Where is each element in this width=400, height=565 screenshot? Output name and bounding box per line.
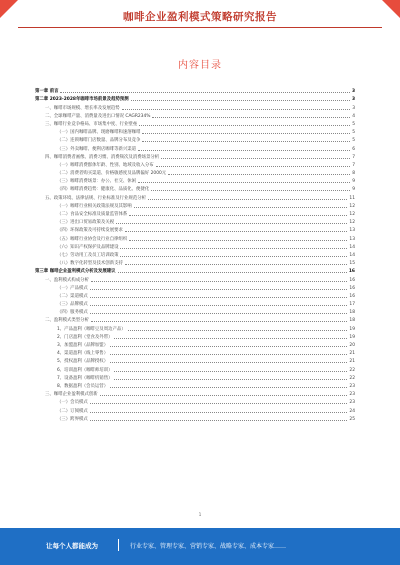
toc-entry-page: 9 [352,179,355,185]
toc-entry-title: （三）跨界模式 [57,416,88,422]
header-divider [18,27,382,28]
toc-entry[interactable] [35,389,355,397]
toc-leader-dots [114,379,347,380]
toc-entry[interactable] [35,381,355,389]
toc-leader-dots [142,133,350,134]
toc-entry[interactable] [35,405,355,413]
toc-leader-dots [122,109,351,110]
toc-entry-title: 四、咖啡消费者画像、消费习惯、消费频次及消费场景分析 [45,154,160,160]
toc-leader-dots [90,420,348,421]
toc-entry-title: 二、全球咖啡产量、消费量及进出口情况 CAGR234% [45,113,151,119]
toc-entry-page: 12 [349,212,355,217]
toc-entry[interactable] [35,168,355,176]
toc-entry[interactable] [35,160,355,168]
toc-entry-page: 3 [351,97,355,103]
toc-entry-page: 6 [352,146,355,152]
toc-entry-title: （七）劳动用工及员工培训政策 [57,252,119,258]
toc-entry-page: 18 [349,310,355,316]
toc-entry[interactable] [35,127,355,135]
toc-entry-page: 3 [352,105,355,111]
toc-leader-dots [125,264,348,265]
toc-entry-title: 第三章 咖啡企业盈利模式分析及发展建议 [35,269,116,275]
toc-entry[interactable] [35,225,355,233]
toc-entry-title: （四）服务模式 [57,310,88,316]
toc-entry-page: 7 [352,162,355,168]
toc-leader-dots [120,256,347,257]
footer-brand: 让每个人都能成为 [46,542,98,550]
toc-leader-dots [152,117,350,118]
toc-entry-page: 14 [349,244,355,250]
toc-entry[interactable] [35,217,355,225]
toc-leader-dots [90,289,348,290]
toc-entry-title: （二）渠道模式 [57,293,88,299]
toc-entry[interactable] [35,323,355,331]
toc-entry-title: 5、授权盈利（品牌授权） [57,359,109,365]
toc-leader-dots [110,387,347,388]
toc-entry-page: 25 [349,416,355,422]
toc-entry-title: （一）国内咖啡品牌、现磨咖啡和速溶咖啡 [57,130,141,136]
toc-entry-title: 4、渠道盈利（线上零售） [57,351,109,357]
toc-entry-title: （一）咖啡消费群体年龄、性别、地域及收入分布 [57,162,154,168]
toc-leader-dots [129,215,347,216]
toc-entry-page: 19 [349,326,355,332]
toc-leader-dots [151,190,350,191]
toc-leader-dots [90,297,348,298]
toc-leader-dots [148,199,347,200]
toc-entry[interactable] [35,291,355,299]
toc-entry-title: 二、盈利模式类型分析 [45,318,89,324]
toc-entry[interactable] [35,397,355,405]
toc-leader-dots [142,141,350,142]
toc-entry[interactable] [35,192,355,200]
toc-entry-page: 18 [349,318,355,324]
toc-entry-title: 2、门店盈利（堂食及外带） [57,334,113,340]
toc-entry-page: 12 [349,220,355,226]
toc-leader-dots [114,338,347,339]
toc-entry-page: 15 [349,261,355,267]
toc-entry-page: 13 [349,236,355,242]
toc-entry[interactable] [35,102,355,110]
toc-entry-page: 22 [349,375,355,381]
toc-entry-title: 五、政策环境、法律法规、行业标准及行业规范分析 [45,195,146,201]
toc-entry[interactable] [35,274,355,282]
toc-leader-dots [91,281,347,282]
toc-entry-title: （二）消费者购买渠道、价格敏感度及品牌偏好 2000元 [57,171,167,177]
toc-entry-title: 第二章 2023-2028年咖啡市场前景及趋势预测 [35,97,129,103]
toc-entry[interactable] [35,307,355,315]
toc-entry[interactable] [35,135,355,143]
toc-entry-title: （三）咖啡消费场景：办公、社交、休闲 [57,179,137,185]
toc-entry-page: 19 [349,334,355,340]
toc-entry-page: 21 [349,351,355,357]
toc-entry-title: 第一章 前言 [35,89,59,95]
toc-leader-dots [120,248,347,249]
toc-leader-dots [90,305,348,306]
toc-entry[interactable] [35,111,355,119]
toc-entry-title: （三）品牌模式 [57,302,88,308]
toc-entry[interactable] [35,315,355,323]
toc-leader-dots [110,362,347,363]
toc-leader-dots [114,371,347,372]
toc-entry[interactable] [35,233,355,241]
toc-entry-title: 三、咖啡企业盈利模式创新 [45,392,98,398]
toc-entry-title: 8、数据盈利（会员运营） [57,383,109,389]
toc-entry-title: （一）会员模式 [57,400,88,406]
toc-entry-title: （四）环保政策及可持续发展要求 [57,228,123,234]
toc-leader-dots [110,346,347,347]
toc-entry-page: 20 [349,343,355,348]
toc-leader-dots [156,166,351,167]
toc-entry-page: 21 [349,359,355,365]
toc-entry-title: 一、盈利模式构成分析 [45,277,89,283]
toc-entry-title: （四）咖啡消费趋势：健康化、品质化、便捷化 [57,187,150,193]
toc-entry-page: 23 [349,392,355,398]
toc-entry-title: （二）连锁咖啡门店数量、品牌分布及竞争 [57,138,141,144]
toc-entry-title: 1、产品盈利（咖啡豆及周边产品） [57,326,126,332]
toc-entry[interactable] [35,250,355,258]
toc-entry-page: 5 [352,130,355,136]
toc-entry[interactable] [35,348,355,356]
toc-entry-title: （六）知识产权保护及品牌建设 [57,244,119,250]
toc-leader-dots [100,395,348,396]
toc-entry[interactable] [35,209,355,217]
toc-entry[interactable] [35,184,355,192]
toc-entry-page: 11 [349,195,355,201]
toc-entry-page: 4 [352,113,355,119]
toc-leader-dots [138,150,350,151]
toc-entry-page: 22 [349,367,355,373]
toc-entry-page: 16 [349,293,355,299]
toc-entry-title: （八）数字化转型及技术创新支持 [57,261,123,267]
toc-entry-title: （二）食品安全标准及质量监管体系 [57,212,128,217]
toc-leader-dots [129,240,347,241]
report-title: 咖啡企业盈利模式策略研究报告 [123,11,277,23]
toc-leader-dots [90,412,348,413]
toc-entry-page: 13 [349,228,355,234]
toc-entry-page: 12 [349,203,355,209]
toc-entry-title: （五）咖啡行业协会及行业自律组织 [57,236,128,242]
toc-entry-page: 16 [349,285,355,291]
toc-entry[interactable] [35,143,355,151]
toc-entry[interactable] [35,299,355,307]
toc-leader-dots [116,223,347,224]
toc-leader-dots [91,321,347,322]
footer-banner [0,528,400,565]
toc-leader-dots [60,92,349,93]
toc-entry[interactable] [35,414,355,422]
toc-entry[interactable] [35,152,355,160]
toc-leader-dots [125,231,348,232]
toc-leader-dots [110,354,347,355]
toc-entry-page: 16 [349,277,355,283]
toc-entry[interactable] [35,373,355,381]
toc-entry[interactable] [35,119,355,127]
toc-leader-dots [139,125,350,126]
toc-entry-title: 三、咖啡行业竞争格局、市场集中度、行业壁垒 [45,121,138,127]
toc-entry-page: 5 [352,121,355,127]
toc-leader-dots [128,330,348,331]
footer-slogan: 行业专家、管理专家、营销专家、战略专家、成本专家…… [130,543,287,550]
toc-entry[interactable] [35,86,355,94]
toc-entry-page: 3 [351,89,355,95]
toc-entry-title: 6、培训盈利（咖啡师培训） [57,367,113,373]
toc-entry[interactable] [35,364,355,372]
toc-entry-title: 7、设备盈利（咖啡机销售） [57,375,113,381]
toc-leader-dots [138,182,350,183]
toc-entry[interactable] [35,283,355,291]
toc-entry-page: 24 [349,408,355,414]
toc-entry-title: 一、咖啡市场规模、增长率及发展趋势 [45,105,120,111]
toc-leader-dots [134,207,348,208]
toc-entry[interactable] [35,332,355,340]
toc-entry[interactable] [35,258,355,266]
toc-entry[interactable] [35,176,355,184]
toc-entry[interactable] [35,340,355,348]
toc-entry[interactable] [35,94,355,102]
toc-entry-title: （二）订阅模式 [57,408,88,414]
toc-entry-title: （三）进出口贸易政策及关税 [57,220,115,226]
toc-entry-page: 23 [349,383,355,389]
toc-entry[interactable] [35,266,355,274]
toc-entry-title: （一）产品模式 [57,285,88,291]
toc-entry-page: 7 [352,154,355,160]
page-number: 1 [198,512,202,517]
toc-leader-dots [161,158,350,159]
toc-entry-title: 3、加盟盈利（品牌加盟） [57,343,109,348]
toc-entry-page: 5 [352,138,355,144]
toc-entry[interactable] [35,242,355,250]
toc-entry-title: （一）咖啡行业相关政策法规及其影响 [57,203,132,209]
toc-leader-dots [90,403,348,404]
toc-entry-page: 23 [349,400,355,406]
toc-entry[interactable] [35,356,355,364]
toc-entry-page: 17 [349,302,355,308]
footer-separator [118,539,119,551]
toc-leader-dots [90,313,348,314]
toc-entry-page: 16 [348,269,355,275]
toc-heading: 内容目录 [178,60,222,71]
toc-entry-page: 9 [352,187,355,193]
toc-leader-dots [168,174,350,175]
toc-entry-title: （三）外卖咖啡、便利店咖啡等新兴渠道 [57,146,137,152]
toc-entry-page: 14 [349,252,355,258]
toc-leader-dots [131,100,350,101]
report-header [0,0,400,34]
toc-leader-dots [118,272,347,273]
toc-entry-page: 8 [352,171,355,177]
toc-entry[interactable] [35,201,355,209]
corner-decoration [382,0,400,18]
table-of-contents [35,86,355,422]
